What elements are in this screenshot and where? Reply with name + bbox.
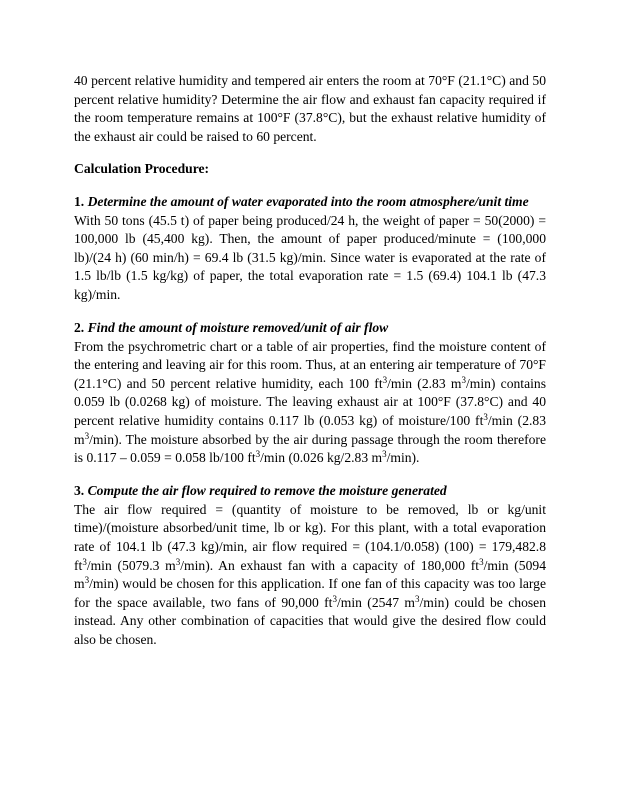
body-text: /min (5079.3 m [86, 557, 176, 573]
superscript: 3 [483, 412, 488, 422]
spacer [74, 305, 546, 320]
spacer [74, 179, 546, 193]
step-2 [74, 319, 546, 468]
superscript: 3 [175, 556, 181, 567]
document-page [74, 72, 546, 650]
body-text: /min). The moisture absorbed by the air during passage through the room therefore is 0.117 – 0.059 = 0.058 lb/100 ft [74, 431, 546, 466]
step-2-body [74, 338, 546, 468]
superscript: 3 [82, 556, 87, 567]
procedure-heading: Calculation Procedure: [74, 161, 210, 177]
step-1-heading [74, 193, 546, 212]
step-title: Find the amount of moisture removed/unit of air flow [87, 320, 389, 336]
step-title: Compute the air flow required to remove the moisture generated [87, 483, 447, 499]
step-number: 2. [74, 320, 85, 336]
body-text: /min). [386, 450, 420, 466]
superscript: 3 [382, 374, 388, 385]
step-3 [74, 482, 546, 649]
spacer [74, 468, 546, 483]
body-text: From the psychrometric chart or a table of air properties, find the moisture content of the entering and leaving air for this room. Thus, at an entering air temperature of 70°F (21.1°C) and 50 percent relative humidity, each 100 ft [74, 338, 546, 391]
step-1 [74, 193, 546, 305]
step-2-heading [74, 319, 546, 338]
superscript: 3 [382, 449, 387, 460]
superscript: 3 [461, 374, 466, 385]
step-number: 3. [74, 483, 85, 499]
superscript: 3 [479, 556, 484, 567]
superscript: 3 [255, 449, 261, 460]
body-text: /min (2.83 m [387, 375, 462, 391]
body-text: /min) would be chosen for this application. If one fan of this capacity was too large for the space available, two fans of 90,000 ft [74, 576, 546, 610]
step-number: 1. [74, 193, 85, 209]
body-text: /min (2547 m [336, 594, 416, 610]
superscript: 3 [84, 430, 90, 441]
body-text: /min). An exhaust fan with a capacity of 180,000 ft [180, 557, 480, 573]
spacer [74, 146, 546, 160]
body-text: /min (5094 m [74, 557, 546, 592]
step-3-heading [74, 482, 546, 501]
body-text: /min (0.026 kg/2.83 m [260, 450, 383, 466]
body-text: The air flow required = (quantity of moisture to be removed, lb or kg/unit time)/(moisture absorbed/unit time, lb or kg). For this plant, with a total evaporation rate of 104.1 lb (47.3 kg)/min, air flow required = (104.1/0.058) (100) = 179,482.8 ft [74, 501, 546, 573]
intro-paragraph: 40 percent relative humidity and tempered air enters the room at 70°F (21.1°C) and 50 percent relative humidity? Determine the air flow and exhaust fan capacity required if the room temperature remains at 100°F (37.8°C), but the exhaust relative humidity of the exhaust air could be raised to 60 percent. [74, 73, 546, 144]
body-text: /min) contains 0.059 lb (0.0268 kg) of moisture. The leaving exhaust air at 100°F (37.8°C) and 40 percent relative humidity contains 0.117 lb (0.053 kg) of moisture/100 ft [74, 375, 546, 428]
step-3-body [74, 501, 546, 650]
body-text: /min) could be chosen instead. Any other combination of capacities that would give the desired flow could also be chosen. [74, 594, 546, 648]
step-title: Determine the amount of water evaporated into the room atmosphere/unit time [87, 193, 529, 209]
step-1-body: With 50 tons (45.5 t) of paper being produced/24 h, the weight of paper = 50(2000) = 100,000 lb (45,400 kg). Then, the amount of paper produced/minute = (100,000 lb)/(24 h) (60 min/h) = 69.4 lb (31.5 kg)/min. Since water is evaporated at the rate of 1.5 lb/lb (1.5 kg/kg) of paper, the total evaporation rate = 1.5 (69.4) 104.1 lb (47.3 kg)/min. [74, 212, 546, 302]
superscript: 3 [415, 593, 420, 604]
superscript: 3 [84, 575, 90, 586]
superscript: 3 [332, 593, 337, 604]
body-text: /min (2.83 m [74, 413, 546, 447]
